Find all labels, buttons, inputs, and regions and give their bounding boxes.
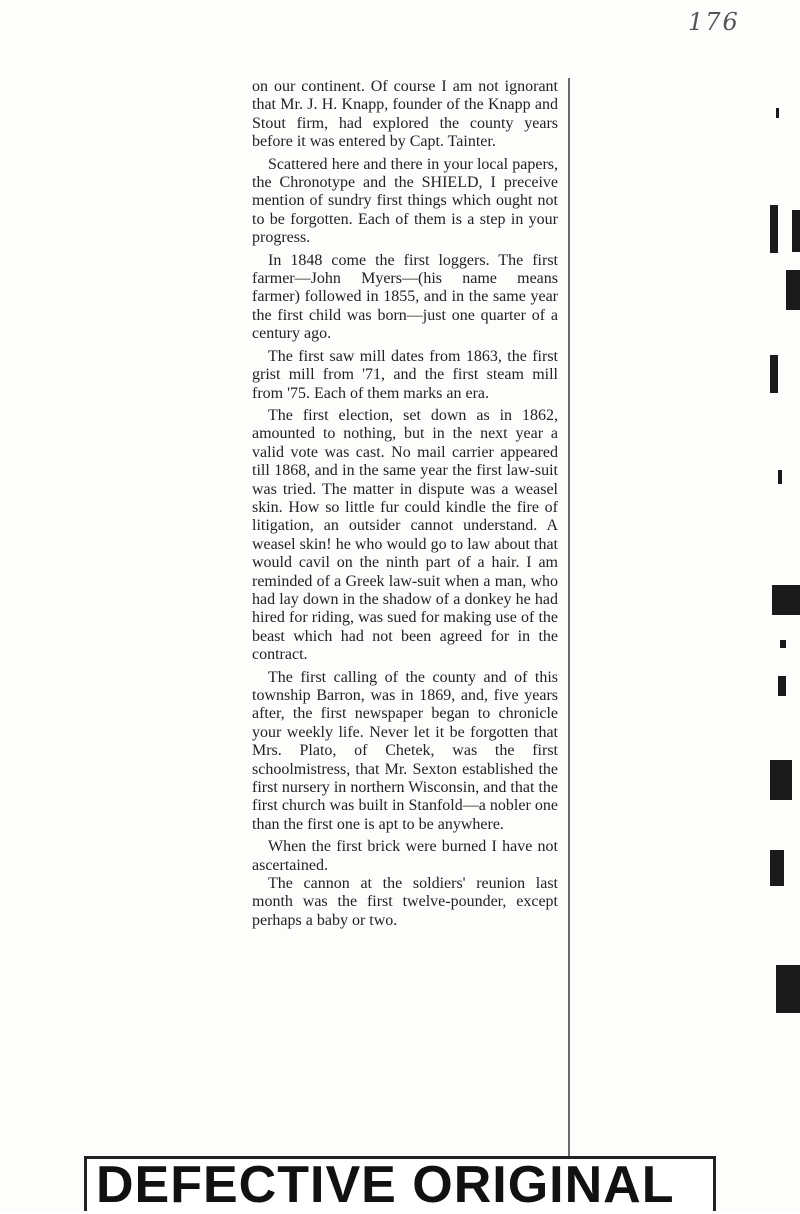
paragraph-4: The first saw mill dates from 1863, the first grist mill from '71, and the first steam mill from '75. Each of them marks an era. — [252, 347, 558, 402]
scan-artifact — [770, 760, 792, 800]
scan-artifact — [770, 205, 778, 253]
scan-artifact — [776, 108, 779, 118]
article-column — [248, 78, 570, 1160]
scan-artifact — [770, 850, 784, 886]
scan-artifact — [772, 585, 800, 615]
scan-artifact — [780, 640, 786, 648]
defective-original-label: DEFECTIVE ORIGINAL — [96, 1156, 675, 1214]
scan-artifact — [778, 470, 782, 484]
page-number: 176 — [688, 8, 740, 36]
paragraph-6: The first calling of the county and of this township Barron, was in 1869, and, five years after, the first newspaper began to chronicle your weekly life. Never let it be forgotten that Mrs. Plato, of Chetek, was the first schoolmistress, that Mr. Sexton established the first nursery in northern Wisconsin, and that the first church was built in Stanfold—a nobler one than the first one is apt to be anywhere. — [252, 668, 558, 833]
paragraph-7: When the first brick were burned I have not ascertained. — [252, 838, 558, 874]
article-body — [248, 78, 568, 930]
scan-artifact — [786, 270, 800, 310]
scan-artifact — [776, 965, 800, 1013]
scan-artifact — [792, 210, 800, 252]
scan-artifact — [770, 355, 778, 393]
paragraph-2: Scattered here and there in your local papers, the Chronotype and the SHIELD, I preceive mention of sundry first things which ought not to be forgotten. Each of them is a step in your progress. — [252, 155, 558, 247]
paragraph-5: The first election, set down as in 1862, amounted to nothing, but in the next year a valid vote was cast. No mail carrier appeared till 1868, and in the same year the first law-suit was tried. The matter in dispute was a weasel skin. How so little fur could kindle the fire of litigation, an outsider cannot understand. A weasel skin! he who would go to law about that would cavil on the ninth part of a hair. I am reminded of a Greek law-suit when a man, who had lay down in the shadow of a donkey he had hired for riding, was sued for making use of the beast which had not been agreed for in the contract. — [252, 406, 558, 664]
paragraph-3: In 1848 come the first loggers. The first farmer—John Myers—(his name means farmer) followed in 1855, and in the same year the first child was born—just one quarter of a century ago. — [252, 251, 558, 343]
paragraph-8: The cannon at the soldiers' reunion last month was the first twelve-pounder, except perhaps a baby or two. — [252, 875, 558, 929]
scan-artifact — [778, 676, 786, 696]
paragraph-1: on our continent. Of course I am not ignorant that Mr. J. H. Knapp, founder of the Knapp and Stout firm, had explored the county years before it was entered by Capt. Tainter. — [252, 78, 558, 151]
